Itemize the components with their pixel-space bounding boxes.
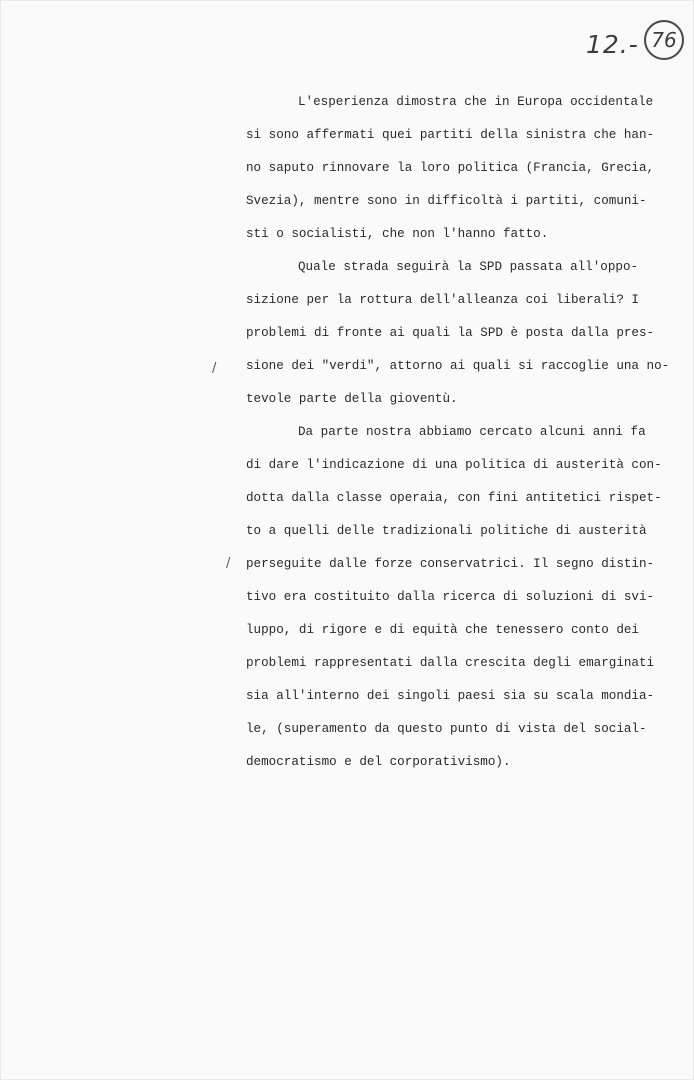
text-line: sti o socialisti, che non l'hanno fatto. [246, 227, 549, 241]
text-line: di dare l'indicazione di una politica di austerità con- [246, 458, 662, 472]
page-number: 12.- [586, 30, 639, 59]
text-line: L'esperienza dimostra che in Europa occidentale [298, 95, 654, 109]
text-line: perseguite dalle forze conservatrici. Il segno distin- [246, 557, 655, 571]
text-line: Da parte nostra abbiamo cercato alcuni anni fa [298, 425, 646, 439]
text-line: problemi rappresentati dalla crescita degli emarginati [246, 656, 655, 670]
text-line: democratismo e del corporativismo). [246, 755, 511, 769]
text-line: to a quelli delle tradizionali politiche di austerità [246, 524, 647, 538]
text-line: sia all'interno dei singoli paesi sia su scala mondia- [246, 689, 655, 703]
circled-page-stamp: 76 [644, 20, 684, 60]
body-text [246, 86, 670, 779]
text-line: problemi di fronte ai quali la SPD è posta dalla pres- [246, 326, 655, 340]
text-line: sizione per la rottura dell'alleanza coi liberali? I [246, 293, 639, 307]
text-line: Quale strada seguirà la SPD passata all'oppo- [298, 260, 639, 274]
text-line: le, (superamento da questo punto di vista del social- [246, 722, 647, 736]
text-line: si sono affermati quei partiti della sinistra che han- [246, 128, 655, 142]
text-line: no saputo rinnovare la loro politica (Francia, Grecia, [246, 161, 655, 175]
text-line: tivo era costituito dalla ricerca di soluzioni di svi- [246, 590, 655, 604]
text-line: dotta dalla classe operaia, con fini antitetici rispet- [246, 491, 662, 505]
text-line: luppo, di rigore e di equità che tenessero conto dei [246, 623, 639, 637]
text-line: Svezia), mentre sono in difficoltà i partiti, comuni- [246, 194, 647, 208]
margin-mark: / [226, 556, 231, 571]
text-line: sione dei "verdi", attorno ai quali si raccoglie una no- [246, 359, 670, 373]
text-line: tevole parte della gioventù. [246, 392, 458, 406]
margin-mark: / [212, 361, 217, 376]
